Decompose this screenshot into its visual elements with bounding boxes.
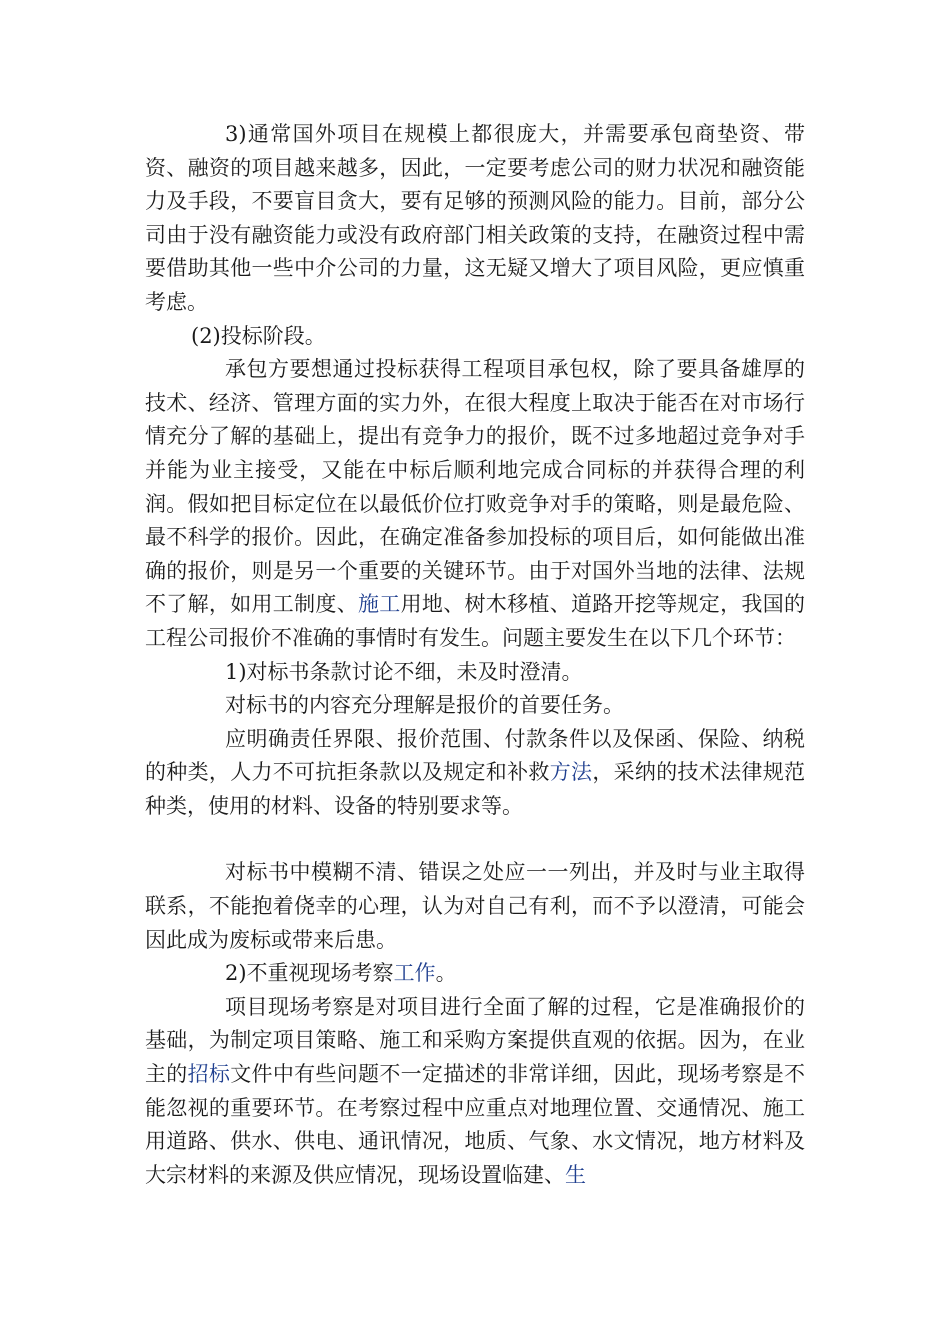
- paragraph-responsibility-scope: 应明确责任界限、报价范围、付款条件以及保函、保险、纳税的种类，人力不可抗拒条款以及规定和补救方法，采纳的技术法律规范种类，使用的材料、设备的特别要求等。: [145, 726, 806, 818]
- paragraph-tender-understanding: 对标书的内容充分理解是报价的首要任务。: [225, 693, 624, 718]
- paragraph-bidding-overview: 承包方要想通过投标获得工程项目承包权，除了要具备雄厚的技术、经济、管理方面的实力外，在很大程度上取决于能否在对市场行情充分了解的基础上，提出有竞争力的报价，既不过多地超过竞争对手并能为业主接受，又能在中标后顺利地完成合同标的并获得合理的利润。假如把目标定位在以最低价位打败竞争对手的策略，则是最危险、最不科学的报价。因此，在确定准备参加投标的项目后，如何能做出准确的报价，则是另一个重要的关键环节。由于对国外当地的法律、法规不了解，如用工制度、施工用地、树木移植、道路开挖等规定，我国的工程公司报价不准确的事情时有发生。问题主要发生在以下几个环节：: [145, 357, 806, 650]
- document-body: [145, 118, 805, 1192]
- link-method[interactable]: 方法: [549, 760, 593, 785]
- link-construction[interactable]: 施工: [358, 592, 401, 617]
- link-work[interactable]: 工作: [393, 961, 436, 986]
- paragraph-ambiguities: 对标书中模糊不清、错误之处应一一列出，并及时与业主取得联系，不能抱着侥幸的心理，认为对自己有利，而不予以澄清，可能会因此成为废标或带来后患。: [145, 860, 805, 952]
- link-tender[interactable]: 招标: [187, 1062, 231, 1087]
- heading-bidding-stage: (2)投标阶段。: [191, 323, 326, 348]
- paragraph-financing-risk: 3)通常国外项目在规模上都很庞大，并需要承包商垫资、带资、融资的项目越来越多，因此，一定要考虑公司的财力状况和融资能力及手段，不要盲目贪大，要有足够的预测风险的能力。目前，部分公司由于没有融资能力或没有政府部门相关政策的支持，在融资过程中需要借助其他一些中介公司的力量，这无疑又增大了项目风险，更应慎重考虑。: [145, 122, 805, 314]
- paragraph-site-inspection: 项目现场考察是对项目进行全面了解的过程，它是准确报价的基础，为制定项目策略、施工和采购方案提供直观的依据。因为，在业主的招标文件中有些问题不一定描述的非常详细，因此，现场考察是不能忽视的重要环节。在考察过程中应重点对地理位置、交通情况、施工用道路、供水、供电、通讯情况，地质、气象、水文情况，地方材料及大宗材料的来源及供应情况，现场设置临建、生: [145, 994, 806, 1187]
- item-site-inspection: 2)不重视现场考察工作。: [225, 961, 457, 986]
- link-production[interactable]: 生: [565, 1162, 586, 1187]
- item-tender-clauses: 1)对标书条款讨论不细，未及时澄清。: [225, 659, 583, 684]
- paragraph-spacer: [145, 823, 805, 856]
